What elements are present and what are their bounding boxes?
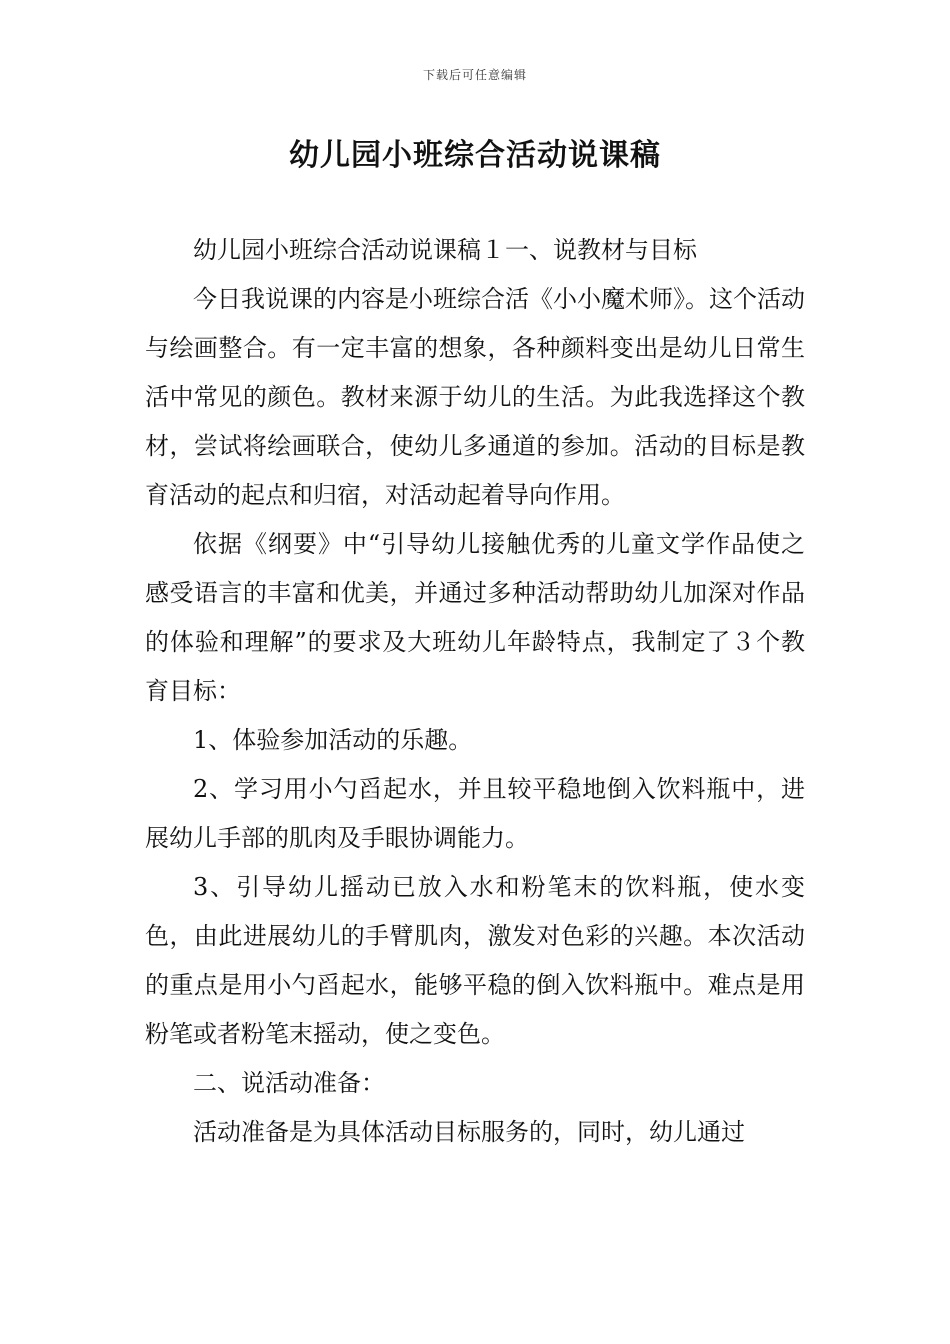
paragraph-intro: 今日我说课的内容是小班综合活《小小魔术师》。这个活动与绘画整合。有一定丰富的想象，各种颜料变出是幼儿日常生活中常见的颜色。教材来源于幼儿的生活。为此我选择这个教材，尝试将绘画联合，使幼儿多通道的参加。活动的目标是教育活动的起点和归宿，对活动起着导向作用。 xyxy=(145,285,805,509)
document-title: 幼儿园小班综合活动说课稿 xyxy=(289,138,661,173)
paragraph-preparation-heading: 二、说活动准备： xyxy=(193,1069,385,1097)
paragraph-preparation: 活动准备是为具体活动目标服务的，同时，幼儿通过 xyxy=(193,1118,745,1146)
paragraph-goal-3: 3、引导幼儿摇动已放入水和粉笔末的饮料瓶，使水变色，由此进展幼儿的手臂肌肉，激发对色彩的兴趣。本次活动的重点是用小勺舀起水，能够平稳的倒入饮料瓶中。难点是用粉笔或者粉笔末摇动，使之变色。 xyxy=(145,873,805,1048)
paragraph-section-heading: 幼儿园小班综合活动说课稿１一、说教材与目标 xyxy=(193,236,697,264)
paragraph-guideline: 依据《纲要》中“引导幼儿接触优秀的儿童文学作品使之感受语言的丰富和优美，并通过多种活动帮助幼儿加深对作品的体验和理解”的要求及大班幼儿年龄特点，我制定了３个教育目标： xyxy=(145,530,805,705)
paragraph-goal-2: 2、学习用小勺舀起水，并且较平稳地倒入饮料瓶中，进展幼儿手部的肌肉及手眼协调能力。 xyxy=(145,775,805,852)
paragraph-goal-1: 1、体验参加活动的乐趣。 xyxy=(193,726,473,754)
header-note: 下载后可任意编辑 xyxy=(422,68,527,82)
document-body xyxy=(145,226,805,1157)
